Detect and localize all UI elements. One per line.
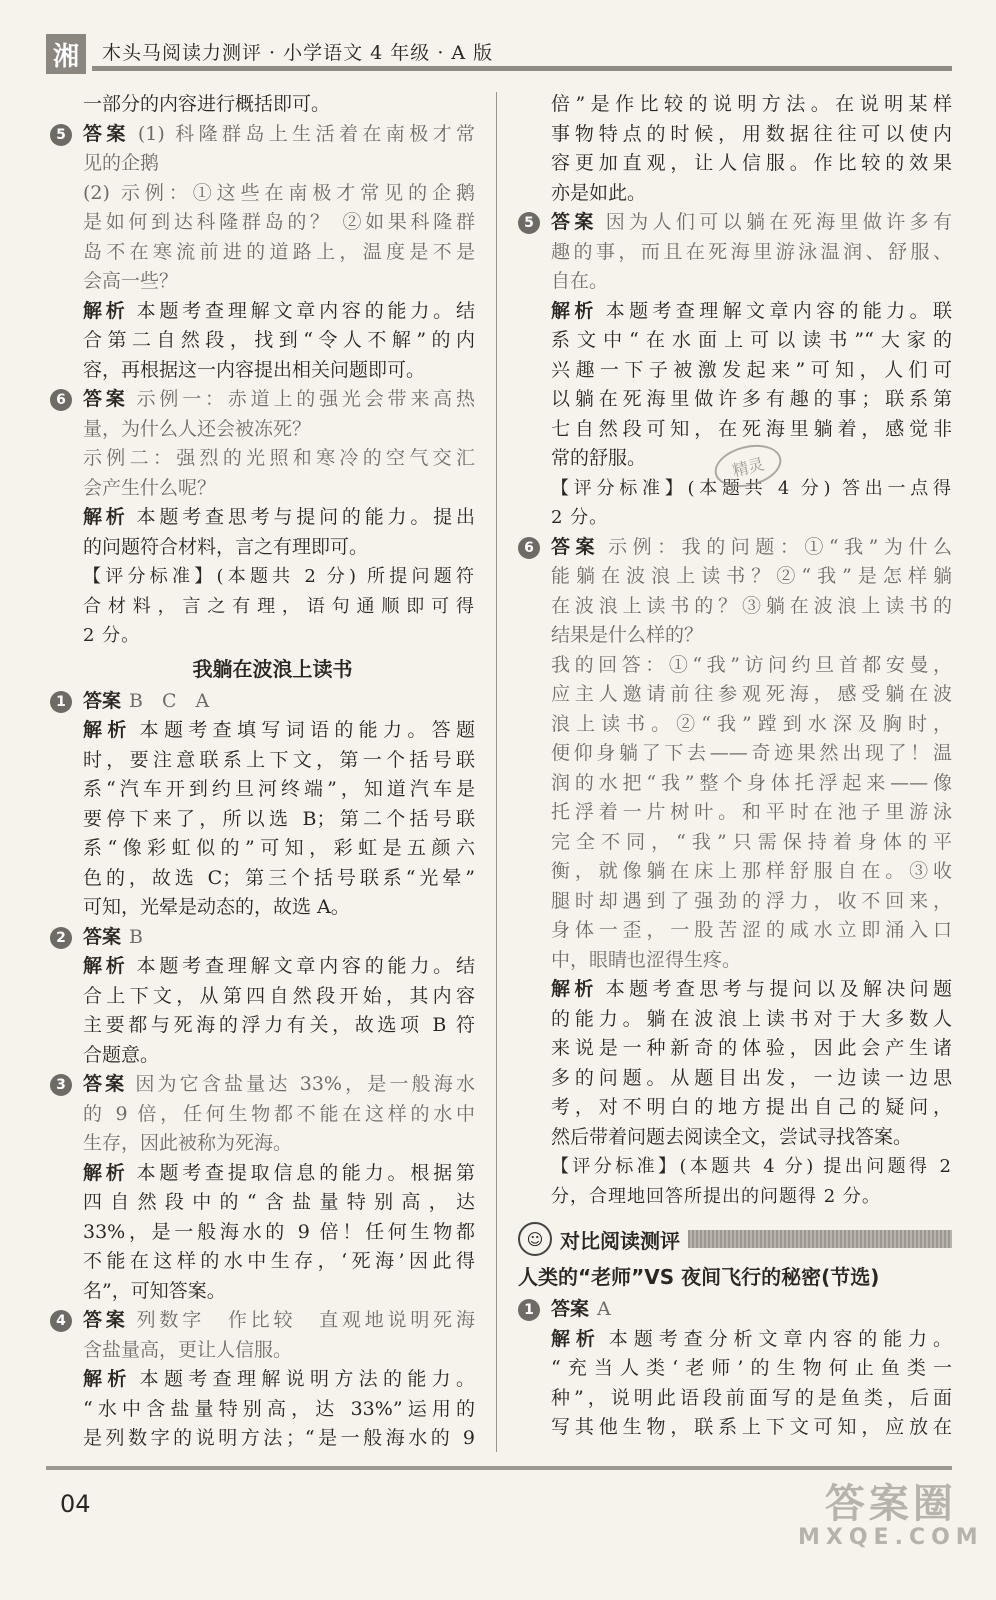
scoring-standard: 2 分。 (551, 507, 609, 528)
watermark-logo (798, 1482, 984, 1550)
section-question-2 (50, 923, 475, 1071)
analysis-text: 常的舒服。 (551, 447, 647, 469)
question-number-badge: 5 (518, 212, 540, 234)
analysis-text: 本题考查分析文章内容的能力。 (608, 1327, 952, 1350)
answer-label: 答案 (551, 535, 601, 558)
analysis-text: 系“像彩虹似的”可知，彩虹是五颜六 (83, 837, 475, 859)
answer-text: 会高一些？ (83, 270, 179, 292)
answer-text: 含盐量高，更让人信服。 (83, 1338, 293, 1361)
analysis-text: 倍”是作比较的说明方法。在说明某样 (551, 93, 952, 115)
analysis-text: 合上下文，从第四自然段开始，其内容 (83, 984, 475, 1007)
answer-label: 答案 (83, 925, 122, 948)
analysis-text: 写其他生物，联系上下文可知，应放在 (551, 1416, 952, 1438)
question-number-badge: 5 (50, 124, 72, 146)
analysis-text: 四自然段中的“含盐量特别高，达 (83, 1191, 475, 1213)
watermark-logo-text: 答案圈 (824, 1481, 957, 1527)
footer-rule (46, 1466, 952, 1470)
answer-text: 身体一歪，一股苦涩的咸水立即涌入口 (551, 919, 952, 941)
question-number-badge: 6 (50, 389, 72, 411)
answer-text: 列数字 作比较 直观地说明死海 (136, 1309, 475, 1331)
analysis-text: 然后带着问题去阅读全文，尝试寻找答案。 (551, 1125, 913, 1148)
left-column (50, 90, 475, 1454)
analysis-text: 要停下来了，所以选 B；第二个括号联 (83, 807, 475, 830)
analysis-text: 本题考查思考与提问的能力。提出 (136, 506, 475, 528)
analysis-label: 解析 (83, 299, 129, 322)
column-divider (496, 92, 497, 1452)
analysis-text: 的问题符合材料，言之有理即可。 (83, 535, 369, 558)
analysis-text: 的能力。躺在波浪上读书对于大多数人 (551, 1007, 952, 1030)
answer-text: 完全不同，“我”只需保持着身体的平 (551, 830, 952, 853)
analysis-label: 解析 (83, 506, 129, 528)
answer-text: 便仰身躺了下去——奇迹果然出现了！温 (551, 742, 952, 764)
right-column (518, 90, 952, 1443)
section-title: 我躺在波浪上读书 (192, 656, 353, 681)
answer-text: (2) 示例：①这些在南极才常见的企鹅 (83, 181, 475, 204)
answer-text: 生存，因此被称为死海。 (83, 1132, 293, 1154)
answer-text: 中，眼睛也涩得生疼。 (551, 948, 742, 971)
answer-text: 因为它含盐量达 33%，是一般海水 (135, 1073, 475, 1095)
answer-text: 自在。 (551, 270, 609, 292)
question-5-block (50, 120, 475, 386)
scoring-standard: 2 分。 (83, 625, 141, 646)
analysis-text: 本题考查填写词语的能力。答题 (139, 719, 475, 741)
answer-text: 示例一：赤道上的强光会带来高热 (136, 388, 475, 410)
header-rule (92, 66, 952, 71)
analysis-text: 是列数字的说明方法；“是一般海水的 9 (83, 1427, 475, 1449)
answer-text: 的 9 倍，任何生物都不能在这样的水中 (83, 1102, 475, 1125)
scoring-standard: 合材料，言之有理，语句通顺即可得 (83, 595, 475, 617)
answer-text: 润的水把“我”整个身体托浮起来——像 (551, 771, 952, 794)
continued-analysis (518, 90, 952, 208)
section-question-1 (50, 687, 475, 923)
analysis-text: 多的问题。从题目出发，一边读一边思 (551, 1066, 952, 1089)
question-6-block (50, 385, 475, 651)
analysis-text: “水中含盐量特别高，达 33%”运用的 (83, 1397, 475, 1420)
analysis-text: 名”，可知答案。 (83, 1279, 226, 1302)
comparison-header (518, 1219, 952, 1259)
analysis-text: 亦是如此。 (551, 181, 647, 204)
answer-text: 衡，就像躺在床上那样舒服自在。③收 (551, 860, 952, 882)
analysis-text: 兴趣一下子被激发起来”可知，人们可 (551, 358, 952, 381)
analysis-label: 解析 (83, 1368, 132, 1390)
analysis-text: 系“汽车开到约旦河终端”，知道汽车是 (83, 778, 475, 800)
analysis-text: 本题考查理解文章内容的能力。结 (136, 299, 475, 322)
section-question-3 (50, 1070, 475, 1306)
header-title: 木头马阅读力测评 · 小学语文 4 年级 · A 版 (102, 42, 494, 64)
question-number-badge: 1 (518, 1299, 540, 1321)
answer-text: 我的回答：①“我”访问约旦首都安曼， (551, 653, 952, 676)
analysis-text: 种”，说明此语段前面写的是鱼类，后面 (551, 1386, 952, 1409)
analysis-text: 本题考查提取信息的能力。根据第 (136, 1161, 475, 1184)
analysis-text: 七自然段可知，在死海里躺着，感觉非 (551, 417, 952, 440)
answer-text: A (597, 1298, 611, 1320)
comparison-label: 对比阅读测评 (560, 1228, 680, 1253)
analysis-text: 合第二自然段，找到“令人不解”的内 (83, 329, 475, 351)
watermark-logo-url: MXQE.COM (798, 1525, 984, 1550)
comparison-question-1 (518, 1295, 952, 1443)
answer-text: 示例：我的问题：①“我”为什么 (608, 535, 952, 558)
analysis-text: 来说是一种新奇的体验，因此会产生诸 (551, 1037, 952, 1059)
analysis-text: 系文中“在水面上可以读书”“大家的 (551, 329, 952, 351)
answer-text: 结果是什么样的？ (551, 624, 704, 646)
analysis-text: 可知，光晕是动态的，故选 A。 (83, 896, 350, 918)
answer-label: 答案 (83, 122, 130, 145)
analysis-text: 容更加直观，让人信服。作比较的效果 (551, 152, 952, 174)
answer-label: 答案 (551, 1298, 590, 1320)
answer-label: 答案 (551, 211, 598, 233)
question-number-badge: 1 (50, 691, 72, 713)
answer-text: 应主人邀请前往参观死海，感受躺在波 (551, 683, 952, 705)
analysis-text: 合题意。 (83, 1043, 160, 1066)
analysis-text: 以躺在死海里做许多有趣的事；联系第 (551, 388, 952, 410)
analysis-text: 本题考查理解说明方法的能力。 (139, 1368, 475, 1390)
scoring-standard: 【评分标准】(本题共 2 分) 所提问题符 (83, 566, 475, 587)
analysis-text: 主要都与死海的浮力有关，故选项 B 符 (83, 1014, 475, 1036)
answer-text: 浪上读书。②“我”蹚到水深及胸时， (551, 712, 952, 735)
analysis-text: 本题考查思考与提问以及解决问题 (605, 978, 952, 1000)
answer-text: 量，为什么人还会被冻死？ (83, 417, 312, 440)
answer-text: (1) 科隆群岛上生活着在南极才常 (137, 122, 475, 145)
region-badge: 湘 (46, 34, 86, 74)
answer-text: 因为人们可以躺在死海里做许多有 (605, 211, 952, 233)
answer-text: 见的企鹅 (83, 152, 160, 174)
page-header (46, 32, 952, 76)
answer-label: 答案 (83, 689, 122, 712)
analysis-text: 本题考查理解文章内容的能力。联 (605, 299, 952, 322)
scoring-standard: 【评分标准】(本题共 4 分) 提出问题得 2 (551, 1156, 952, 1177)
answer-text: 能躺在波浪上读书？②“我”是怎样躺 (551, 565, 952, 587)
analysis-label: 解析 (83, 1161, 129, 1184)
answer-text: 会产生什么呢？ (83, 476, 217, 499)
analysis-label: 解析 (551, 1327, 601, 1350)
answer-text: 示例二：强烈的光照和寒冷的空气交汇 (83, 447, 475, 469)
scoring-standard: 【评分标准】(本题共 4 分) 答出一点得 (551, 477, 952, 499)
answer-text: 托浮着一片树叶。和平时在池子里游泳 (551, 801, 952, 823)
page-number: 04 (60, 1490, 91, 1518)
answer-text: 在波浪上读书的？③躺在波浪上读书的 (551, 594, 952, 617)
answer-text: 腿时却遇到了强劲的浮力，收不回来， (551, 889, 952, 912)
analysis-text: 33%，是一般海水的 9 倍！任何生物都 (83, 1220, 475, 1243)
answer-text: 岛不在寒流前进的道路上，温度是不是 (83, 240, 475, 263)
analysis-label: 解析 (551, 299, 598, 322)
analysis-text: 本题考查理解文章内容的能力。结 (136, 955, 475, 977)
watermark-stamp: 精灵 (710, 438, 786, 493)
reading-mascot-icon: ☺ (518, 1222, 552, 1256)
analysis-label: 解析 (551, 978, 598, 1000)
section-question-6 (518, 533, 952, 1212)
analysis-text: 容，再根据这一内容提出相关问题即可。 (83, 358, 426, 381)
analysis-text: 时，要注意联系上下文，第一个括号联 (83, 748, 475, 771)
answer-text: 趣的事，而且在死海里游泳温润、舒服、 (551, 240, 952, 263)
question-number-badge: 2 (50, 927, 72, 949)
answer-label: 答案 (83, 1073, 128, 1095)
answer-label: 答案 (83, 388, 129, 410)
answer-text: B (129, 925, 143, 948)
analysis-text: 考，对不明白的地方提出自己的疑问， (551, 1096, 952, 1118)
answer-text: 是如何到达科隆群岛的？ ②如果科隆群 (83, 211, 475, 233)
analysis-text: 事物特点的时候，用数据往往可以使内 (551, 122, 952, 145)
answer-label: 答案 (83, 1309, 129, 1331)
question-number-badge: 6 (518, 537, 540, 559)
analysis-text: “充当人类‘老师’的生物何止鱼类一 (551, 1357, 952, 1379)
analysis-label: 解析 (83, 955, 129, 977)
question-number-badge: 4 (50, 1310, 72, 1332)
scoring-standard: 分，合理地回答所提出的问题得 2 分。 (551, 1185, 881, 1207)
answer-text: B C A (129, 689, 210, 712)
continued-text: 一部分的内容进行概括即可。 (83, 93, 331, 115)
analysis-text: 不能在这样的水中生存，‘死海’因此得 (83, 1250, 475, 1272)
comparison-bar (688, 1230, 952, 1248)
analysis-text: 色的，故选 C；第三个括号联系“光晕” (83, 866, 475, 889)
question-number-badge: 3 (50, 1074, 72, 1096)
section-question-4 (50, 1306, 475, 1454)
analysis-label: 解析 (83, 719, 132, 741)
comparison-title: 人类的“老师”VS 夜间飞行的秘密(节选) (518, 1265, 880, 1289)
